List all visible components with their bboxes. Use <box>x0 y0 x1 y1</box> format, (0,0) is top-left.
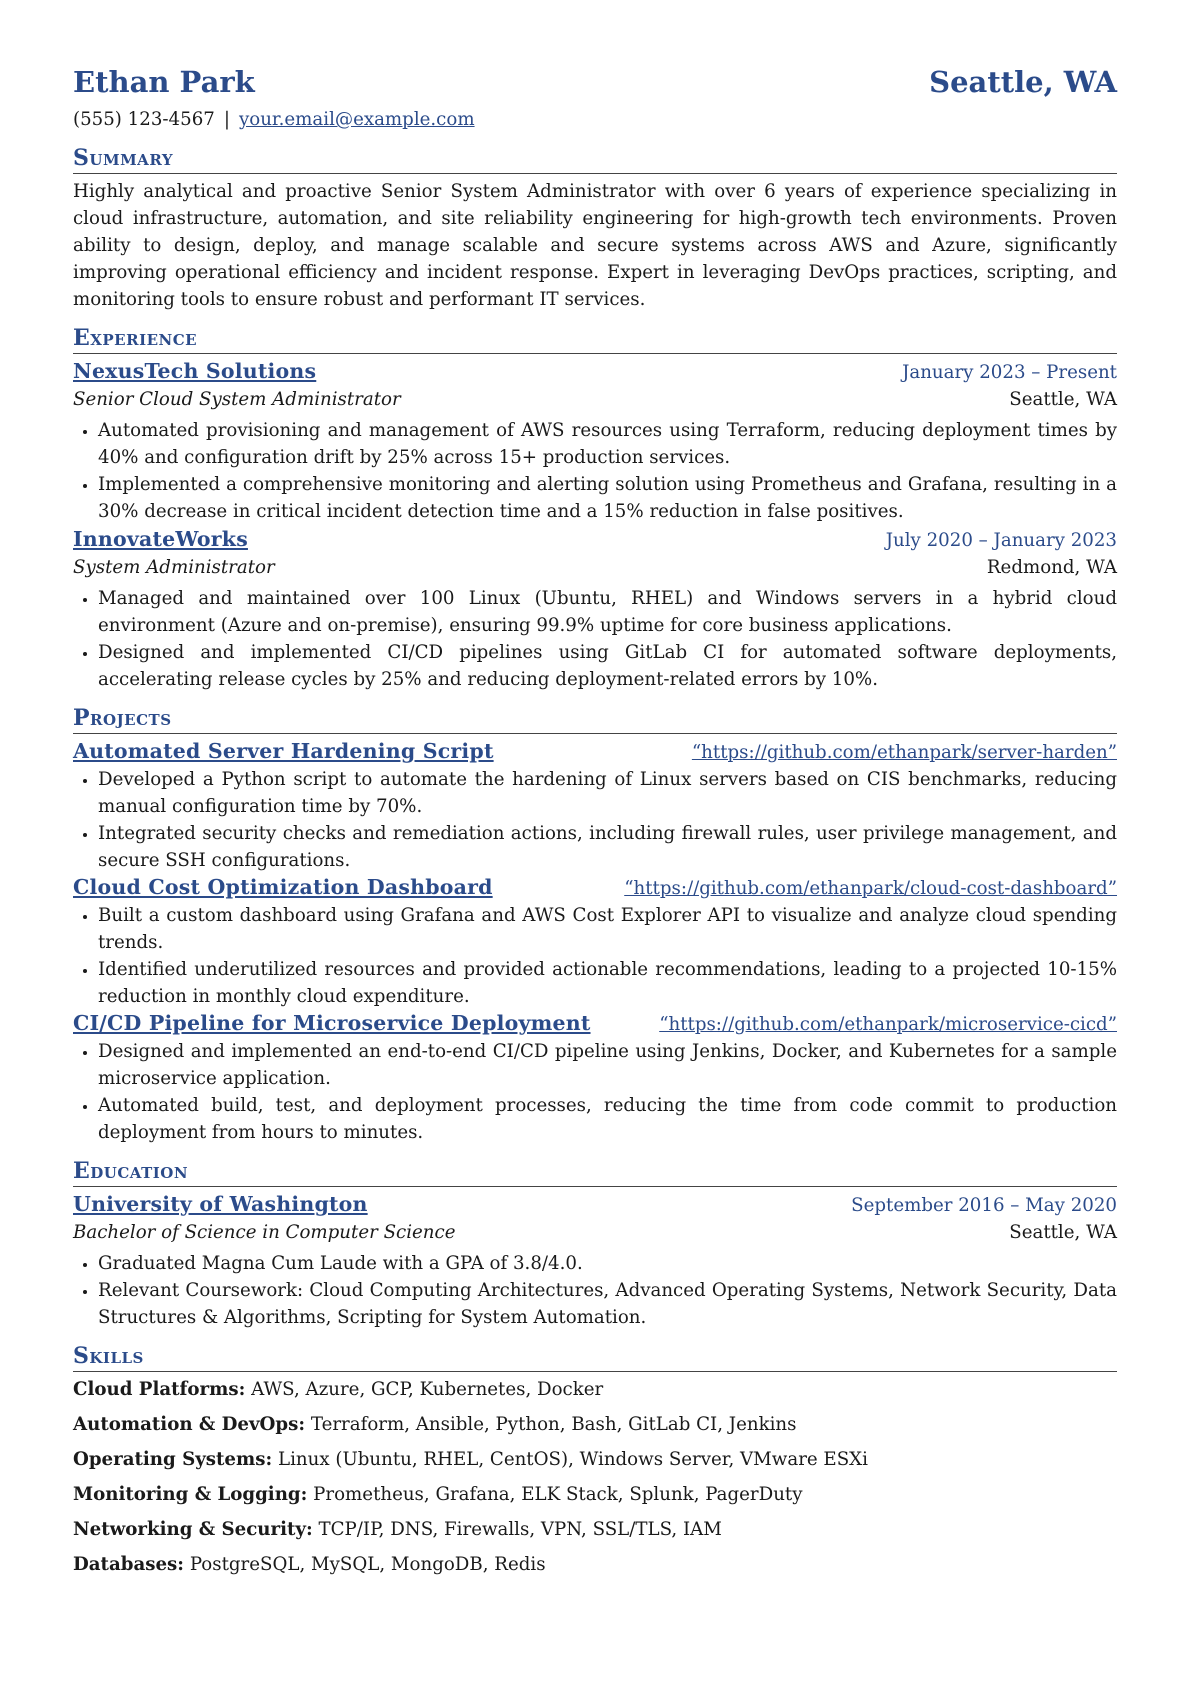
section-title-projects: Projects <box>73 703 1117 734</box>
section-title-skills: Skills <box>73 1341 1117 1372</box>
skill-label: Operating Systems: <box>73 1449 273 1470</box>
company-name: NexusTech Solutions <box>73 359 317 383</box>
skill-row <box>73 1481 1117 1508</box>
candidate-location: Seattle, WA <box>929 65 1117 99</box>
skill-label: Databases: <box>73 1554 185 1575</box>
email-link[interactable]: your.email@example.com <box>238 109 475 130</box>
job-location: Redmond, WA <box>986 557 1117 578</box>
skill-row <box>73 1516 1117 1543</box>
project-link[interactable]: “https://github.com/ethanpark/microservice-cicd” <box>659 1014 1117 1035</box>
project-head <box>73 738 1117 766</box>
list-item: • Developed a Python script to automate the hardening of Linux servers based on CIS benchmarks, reducing manual configuration time by 70%. <box>98 766 1117 820</box>
list-item: • Integrated security checks and remediation actions, including firewall rules, user privilege management, and secure SSH configurations. <box>98 820 1117 874</box>
education-head <box>73 1191 1117 1219</box>
project-title: CI/CD Pipeline for Microservice Deployment <box>73 1011 591 1035</box>
skill-label: Monitoring & Logging: <box>73 1484 308 1505</box>
project-link[interactable]: “https://github.com/ethanpark/server-harden” <box>691 742 1117 763</box>
list-item: • Managed and maintained over 100 Linux (Ubuntu, RHEL) and Windows servers in a hybrid cloud environment (Azure and on-premise), ensuring 99.9% uptime for core business applications. <box>98 585 1117 639</box>
project-bullets <box>73 1038 1117 1146</box>
project-link[interactable]: “https://github.com/ethanpark/cloud-cost-dashboard” <box>624 878 1117 899</box>
skill-row <box>73 1551 1117 1578</box>
job-bullets <box>73 417 1117 525</box>
experience-entry-head <box>73 526 1117 554</box>
education-bullets <box>73 1250 1117 1331</box>
resume-header <box>73 62 1117 102</box>
skill-row <box>73 1411 1117 1438</box>
list-item: • Built a custom dashboard using Grafana and AWS Cost Explorer API to visualize and analyze cloud spending trends. <box>98 902 1117 956</box>
list-item: • Designed and implemented an end-to-end CI/CD pipeline using Jenkins, Docker, and Kubernetes for a sample microservice application. <box>98 1038 1117 1092</box>
experience-entry-head <box>73 358 1117 386</box>
experience-entry <box>73 358 1117 525</box>
project-bullets <box>73 766 1117 874</box>
skill-row <box>73 1446 1117 1473</box>
education-dates: September 2016 – May 2020 <box>851 1195 1117 1216</box>
list-item: • Relevant Coursework: Cloud Computing Architectures, Advanced Operating Systems, Network Security, Data Structures & Algorithms, Scripting for System Automation. <box>98 1277 1117 1331</box>
skill-row <box>73 1376 1117 1403</box>
list-item: • Automated provisioning and management of AWS resources using Terraform, reducing deployment times by 40% and configuration drift by 25% across 15+ production services. <box>98 417 1117 471</box>
job-dates: July 2020 – January 2023 <box>885 530 1117 551</box>
experience-entry <box>73 526 1117 693</box>
project-head <box>73 874 1117 902</box>
education-location: Seattle, WA <box>1009 1222 1117 1243</box>
section-title-experience: Experience <box>73 323 1117 354</box>
job-dates: January 2023 – Present <box>902 362 1117 383</box>
list-item: • Identified underutilized resources and provided actionable recommendations, leading to a projected 10-15% reduction in monthly cloud expenditure. <box>98 956 1117 1010</box>
list-item: • Implemented a comprehensive monitoring and alerting solution using Prometheus and Grafana, resulting in a 30% decrease in critical incident detection time and a 15% reduction in false positives. <box>98 471 1117 525</box>
job-role: System Administrator <box>73 557 275 578</box>
phone-number: (555) 123-4567 <box>73 109 215 130</box>
experience-entry-subhead <box>73 554 1117 581</box>
skill-value: TCP/IP, DNS, Firewalls, VPN, SSL/TLS, IAM <box>318 1519 722 1540</box>
section-title-summary: Summary <box>73 143 1117 174</box>
project-entry <box>73 1010 1117 1146</box>
job-bullets <box>73 585 1117 693</box>
job-location: Seattle, WA <box>1009 389 1117 410</box>
candidate-name: Ethan Park <box>73 65 255 99</box>
project-entry <box>73 738 1117 874</box>
skill-label: Networking & Security: <box>73 1519 313 1540</box>
skill-label: Cloud Platforms: <box>73 1379 246 1400</box>
summary-text: Highly analytical and proactive Senior System Administrator with over 6 years of experience specializing in cloud infrastructure, automation, and site reliability engineering for high-growth tech environments. Proven ability to design, deploy, and manage scalable and secure systems across AWS and Azure, significantly improving operational efficiency and incident response. Expert in leveraging DevOps practices, scripting, and monitoring tools to ensure robust and performant IT services. <box>73 181 1117 310</box>
skill-value: Linux (Ubuntu, RHEL, CentOS), Windows Server, VMware ESXi <box>278 1449 868 1470</box>
school-name: University of Washington <box>73 1192 368 1216</box>
skill-value: Terraform, Ansible, Python, Bash, GitLab CI, Jenkins <box>310 1414 797 1435</box>
project-title: Cloud Cost Optimization Dashboard <box>73 875 493 899</box>
contact-line <box>73 106 1117 133</box>
project-bullets <box>73 902 1117 1010</box>
list-item: • Designed and implemented CI/CD pipelines using GitLab CI for automated software deployments, accelerating release cycles by 25% and reducing deployment-related errors by 10%. <box>98 639 1117 693</box>
company-name: InnovateWorks <box>73 527 248 551</box>
skill-value: AWS, Azure, GCP, Kubernetes, Docker <box>251 1379 604 1400</box>
project-entry <box>73 874 1117 1010</box>
education-entry <box>73 1191 1117 1331</box>
project-head <box>73 1010 1117 1038</box>
education-subhead <box>73 1219 1117 1246</box>
project-title: Automated Server Hardening Script <box>73 739 494 763</box>
skill-value: Prometheus, Grafana, ELK Stack, Splunk, PagerDuty <box>313 1484 803 1505</box>
skills-list <box>73 1376 1117 1578</box>
contact-separator: | <box>223 109 230 130</box>
skill-label: Automation & DevOps: <box>73 1414 306 1435</box>
list-item: • Graduated Magna Cum Laude with a GPA of 3.8/4.0. <box>98 1250 1117 1277</box>
list-item: • Automated build, test, and deployment processes, reducing the time from code commit to production deployment from hours to minutes. <box>98 1092 1117 1146</box>
section-title-education: Education <box>73 1156 1117 1187</box>
degree: Bachelor of Science in Computer Science <box>73 1222 456 1243</box>
skill-value: PostgreSQL, MySQL, MongoDB, Redis <box>189 1554 546 1575</box>
experience-entry-subhead <box>73 386 1117 413</box>
job-role: Senior Cloud System Administrator <box>73 389 401 410</box>
